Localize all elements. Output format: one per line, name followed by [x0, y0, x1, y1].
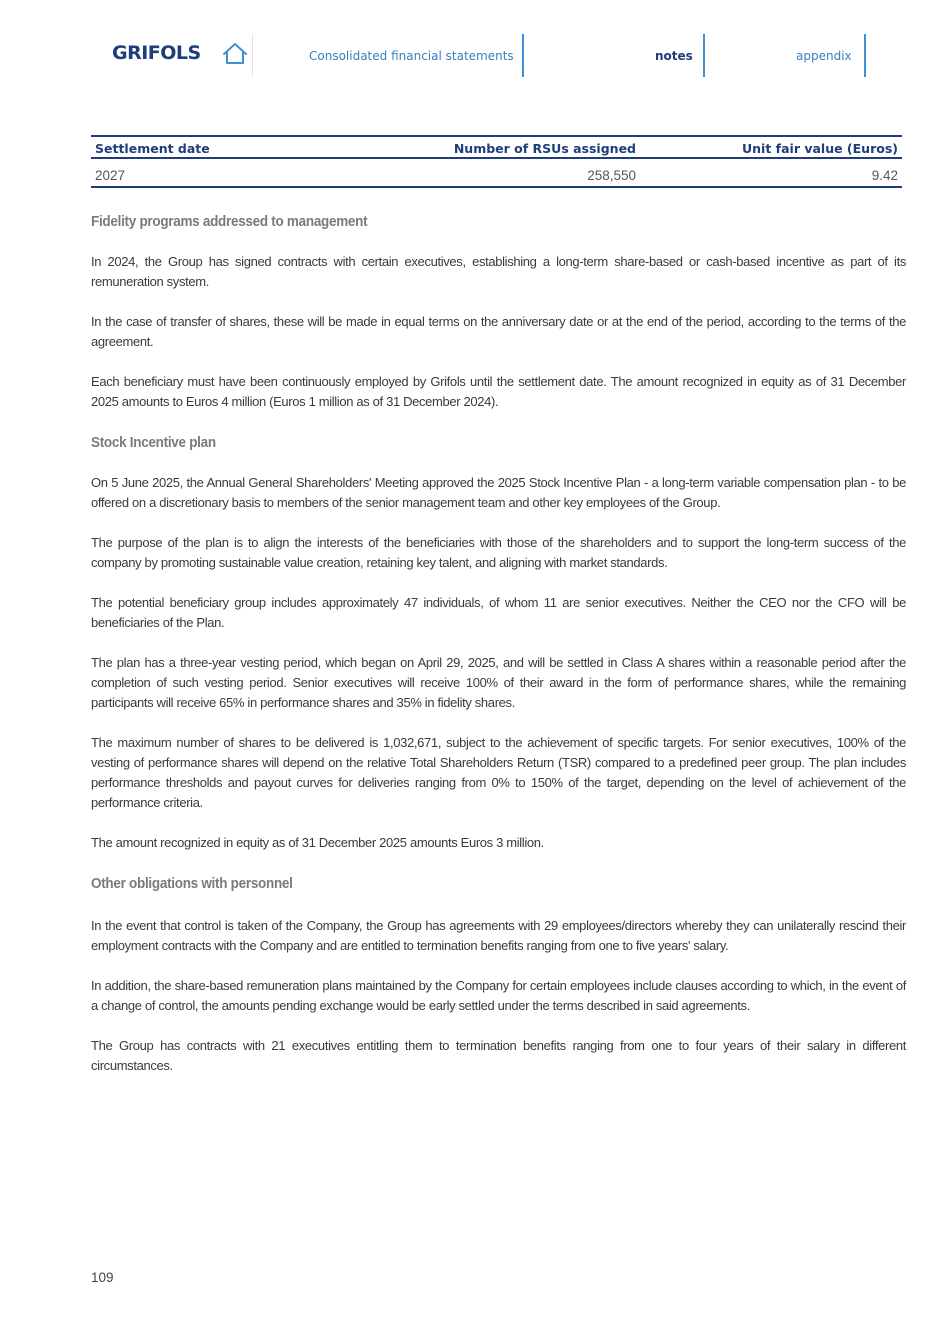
paragraph: The maximum number of shares to be delivered is 1,032,671, subject to the achievement of specific targets. For senior executives, 100% of the vesting of performance shares will depend on the relative Total Shareholders Return (TSR) compared to a predefined peer group. The plan includes performance thresholds and payout curves for deliveries ranging from 0% to 150% of the target, depending on the level of achievement of the performance criteria. — [91, 735, 906, 810]
paragraph: In the event that control is taken of the Company, the Group has agreements with 29 employees/directors whereby they can unilaterally rescind their employment contracts with the Company and are entitled to termination benefits ranging from one to five years' salary. — [91, 918, 906, 953]
paragraph: Each beneficiary must have been continuously employed by Grifols until the settlement date. The amount recognized in equity as of 31 December 2025 amounts to Euros 4 million (Euros 1 million as of 31 December 2024). — [91, 374, 906, 409]
header-divider — [252, 34, 253, 77]
table-row — [91, 158, 902, 187]
column-header-rsus-assigned: Number of RSUs assigned — [399, 136, 640, 158]
nav-appendix[interactable]: appendix — [796, 49, 852, 63]
paragraph: The potential beneficiary group includes approximately 47 individuals, of whom 11 are senior executives. Neither the CEO nor the CFO will be beneficiaries of the Plan. — [91, 595, 906, 630]
nav-divider — [522, 34, 524, 77]
paragraph: In the case of transfer of shares, these will be made in equal terms on the anniversary date or at the end of the period, according to the terms of the agreement. — [91, 314, 906, 349]
paragraph: The purpose of the plan is to align the interests of the beneficiaries with those of the shareholders and to support the long-term success of the company by promoting sustainable value creation, retaining key talent, and aligning with market standards. — [91, 535, 906, 570]
paragraph: The Group has contracts with 21 executives entitling them to termination benefits ranging from one to four years of their salary in different circumstances. — [91, 1038, 906, 1073]
section-title-fidelity-programs: Fidelity programs addressed to management — [91, 214, 368, 230]
cell-unit-fair-value: 9.42 — [640, 158, 902, 187]
paragraph: On 5 June 2025, the Annual General Shareholders' Meeting approved the 2025 Stock Incentive Plan - a long-term variable compensation plan - to be offered on a discretionary basis to members of the senior management team and other key employees of the Group. — [91, 475, 906, 510]
nav-notes[interactable]: notes — [655, 49, 693, 63]
cell-rsus-assigned: 258,550 — [399, 158, 640, 187]
cell-settlement-date: 2027 — [91, 158, 399, 187]
column-header-unit-fair-value: Unit fair value (Euros) — [640, 136, 902, 158]
document-body — [91, 214, 906, 1076]
rsu-table — [91, 135, 902, 188]
paragraph: In addition, the share-based remuneration plans maintained by the Company for certain employees include clauses according to which, in the event of a change of control, the amounts pending exchange would be early settled under the terms described in said agreements. — [91, 978, 906, 1013]
page-number: 109 — [91, 1270, 114, 1285]
section-title-other-obligations: Other obligations with personnel — [91, 876, 293, 892]
table-header-row — [91, 136, 902, 158]
grifols-logo[interactable]: GRIFOLS — [112, 42, 201, 64]
paragraph: The amount recognized in equity as of 31 December 2025 amounts Euros 3 million. — [91, 835, 544, 850]
nav-divider — [703, 34, 705, 77]
nav-divider — [864, 34, 866, 77]
home-icon[interactable] — [221, 41, 249, 67]
paragraph: The plan has a three-year vesting period, which began on April 29, 2025, and will be settled in Class A shares within a reasonable period after the completion of such vesting period. Senior executives will receive 100% of their award in the form of performance shares, while the remaining participants will receive 65% in performance shares and 35% in fidelity shares. — [91, 655, 906, 710]
section-title-stock-incentive-plan: Stock Incentive plan — [91, 435, 216, 451]
nav-consolidated-financial-statements[interactable]: Consolidated financial statements — [309, 49, 514, 63]
paragraph: In 2024, the Group has signed contracts with certain executives, establishing a long-term share-based or cash-based incentive as part of its remuneration system. — [91, 254, 906, 289]
column-header-settlement-date: Settlement date — [91, 136, 399, 158]
